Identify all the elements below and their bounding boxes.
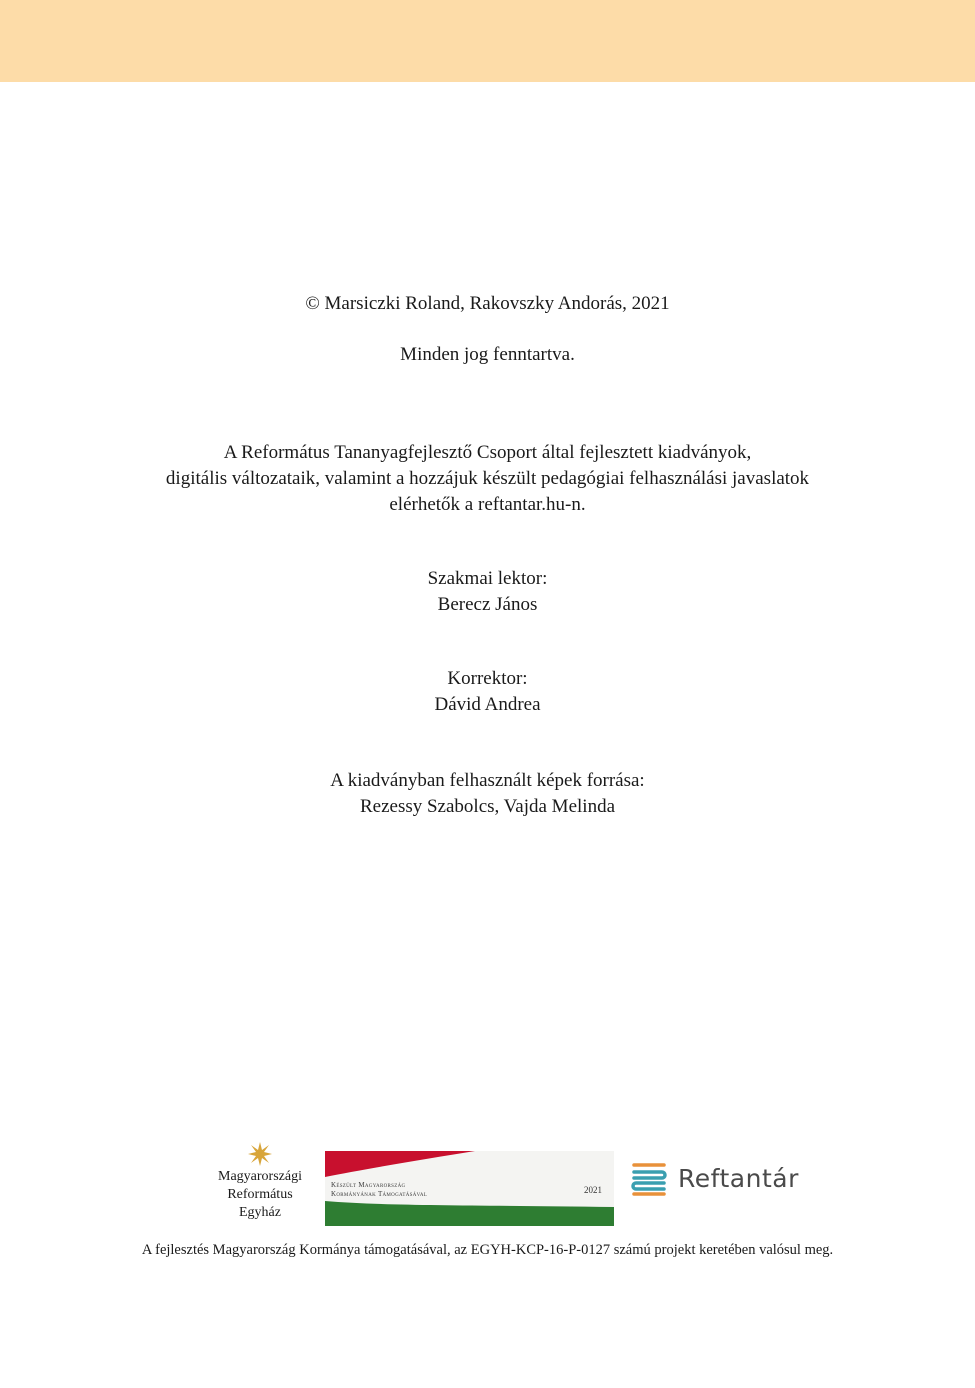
top-color-band — [0, 0, 975, 82]
image-sources-label: A kiadványban felhasznált képek forrása: — [330, 770, 645, 791]
funding-note: A fejlesztés Magyarország Kormánya támogatásával, az EGYH-KCP-16-P-0127 számú projekt keretében valósul meg. — [141, 1242, 834, 1258]
church-name-line-3: Egyház — [239, 1205, 281, 1220]
government-support-banner — [325, 1151, 614, 1226]
image-sources-names: Rezessy Szabolcs, Vajda Melinda — [359, 796, 616, 817]
availability-line-3: elérhetők a reftantar.hu-n. — [389, 494, 586, 515]
proofreader-label: Korrektor: — [447, 668, 528, 689]
reviewer-name: Berecz János — [437, 594, 538, 615]
copyright-line: © Marsiczki Roland, Rakovszky Andorás, 2021 — [305, 293, 670, 314]
government-support-text — [331, 1181, 427, 1199]
government-year: 2021 — [584, 1185, 602, 1195]
proofreader-name: Dávid Andrea — [434, 694, 541, 715]
reftantar-logo — [630, 1160, 800, 1200]
church-logo — [205, 1142, 315, 1222]
star-icon — [248, 1142, 272, 1166]
government-text-line-1: Készült Magyarország — [331, 1181, 406, 1189]
church-name-line-1: Magyarországi — [218, 1169, 302, 1184]
availability-line-2: digitális változataik, valamint a hozzájuk készült pedagógiai felhasználási javaslatok — [165, 468, 810, 489]
books-icon — [630, 1162, 668, 1200]
rights-line: Minden jog fenntartva. — [400, 344, 575, 365]
reftantar-name: Reftantár — [678, 1164, 799, 1193]
church-name-line-2: Református — [227, 1187, 293, 1202]
reviewer-label: Szakmai lektor: — [427, 568, 548, 589]
availability-line-1: A Református Tananyagfejlesztő Csoport által fejlesztett kiadványok, — [223, 442, 752, 463]
government-text-line-2: Kormányának Támogatásával — [331, 1190, 428, 1198]
